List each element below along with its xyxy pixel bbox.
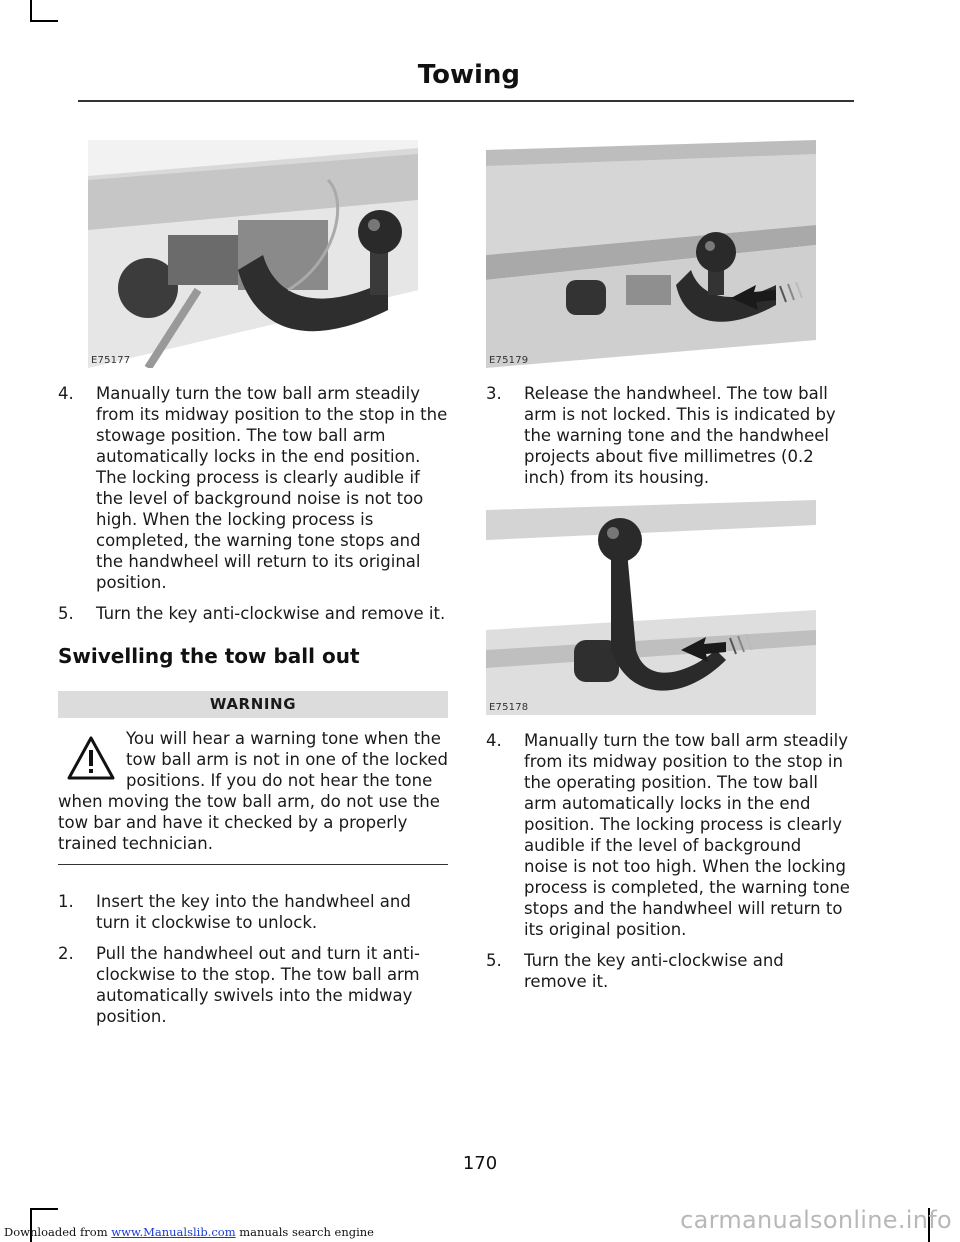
left-column: [58, 383, 448, 1027]
section-heading: Swivelling the tow ball out: [58, 644, 360, 668]
warning-box: [58, 728, 448, 854]
illustration-towbar-stowed: [88, 140, 418, 368]
right-column-bottom: [486, 730, 850, 992]
step-text: Manually turn the tow ball arm steadily from its midway position to the stop in the stowage position. The tow ball arm automatically locks in the end position. The locking process is clearly audible if the level of background noise is not too high. When the locking process is completed, the warning tone stops and the handwheel will return to its original position.: [96, 384, 448, 592]
step-text: Turn the key anti-clockwise and remove it.: [524, 951, 784, 991]
step-number: 2.: [58, 944, 74, 963]
list-item: [58, 891, 448, 933]
crop-mark: [30, 0, 32, 22]
illustration-towbar-operating: [486, 500, 816, 715]
page-number: 170: [462, 1153, 498, 1174]
footer-prefix: Downloaded from: [4, 1225, 112, 1239]
warning-label: WARNING: [58, 691, 448, 718]
step-number: 3.: [486, 384, 502, 403]
footer-suffix: manuals search engine: [235, 1225, 374, 1239]
list-item: [486, 950, 850, 992]
footer-download-note: [4, 1225, 374, 1239]
illustration-handwheel-released: [486, 140, 816, 368]
list-item: [486, 730, 850, 940]
right-column-top: [486, 383, 850, 488]
figure-code: E75179: [489, 355, 529, 366]
step-text: Pull the handwheel out and turn it anti-clockwise to the stop. The tow ball arm automatically swivels into the midway position.: [96, 944, 420, 1026]
figure-code: E75177: [91, 355, 131, 366]
crop-mark: [30, 20, 58, 22]
manualslib-link[interactable]: www.Manualslib.com: [111, 1225, 236, 1239]
list-item: [58, 603, 448, 624]
page-title: Towing: [417, 60, 520, 90]
list-item: [58, 383, 448, 593]
step-number: 5.: [58, 604, 74, 623]
crop-mark: [30, 1208, 58, 1210]
watermark-site: carmanualsonline.info: [680, 1206, 952, 1234]
step-text: Turn the key anti-clockwise and remove it.: [96, 604, 446, 623]
warning-triangle-icon: [66, 732, 116, 784]
header-divider: [78, 100, 854, 102]
warning-text: You will hear a warning tone when the tow ball arm is not in one of the locked positions. If you do not hear the tone when moving the tow ball arm, do not use the tow bar and have it checked by a properly trained technician.: [58, 729, 448, 853]
step-text: Release the handwheel. The tow ball arm is not locked. This is indicated by the warning tone and the handwheel projects about five millimetres (0.2 inch) from its housing.: [524, 384, 836, 487]
step-text: Manually turn the tow ball arm steadily from its midway position to the stop in the operating position. The tow ball arm automatically locks in the end position. The locking process is clearly audible if the level of background noise is not too high. When the locking process is completed, the warning tone stops and the handwheel will return to its original position.: [524, 731, 850, 939]
step-number: 4.: [58, 384, 74, 403]
figure-code: E75178: [489, 702, 529, 713]
list-item: [486, 383, 850, 488]
list-item: [58, 943, 448, 1027]
step-number: 1.: [58, 892, 74, 911]
step-number: 5.: [486, 951, 502, 970]
step-text: Insert the key into the handwheel and turn it clockwise to unlock.: [96, 892, 411, 932]
step-number: 4.: [486, 731, 502, 750]
